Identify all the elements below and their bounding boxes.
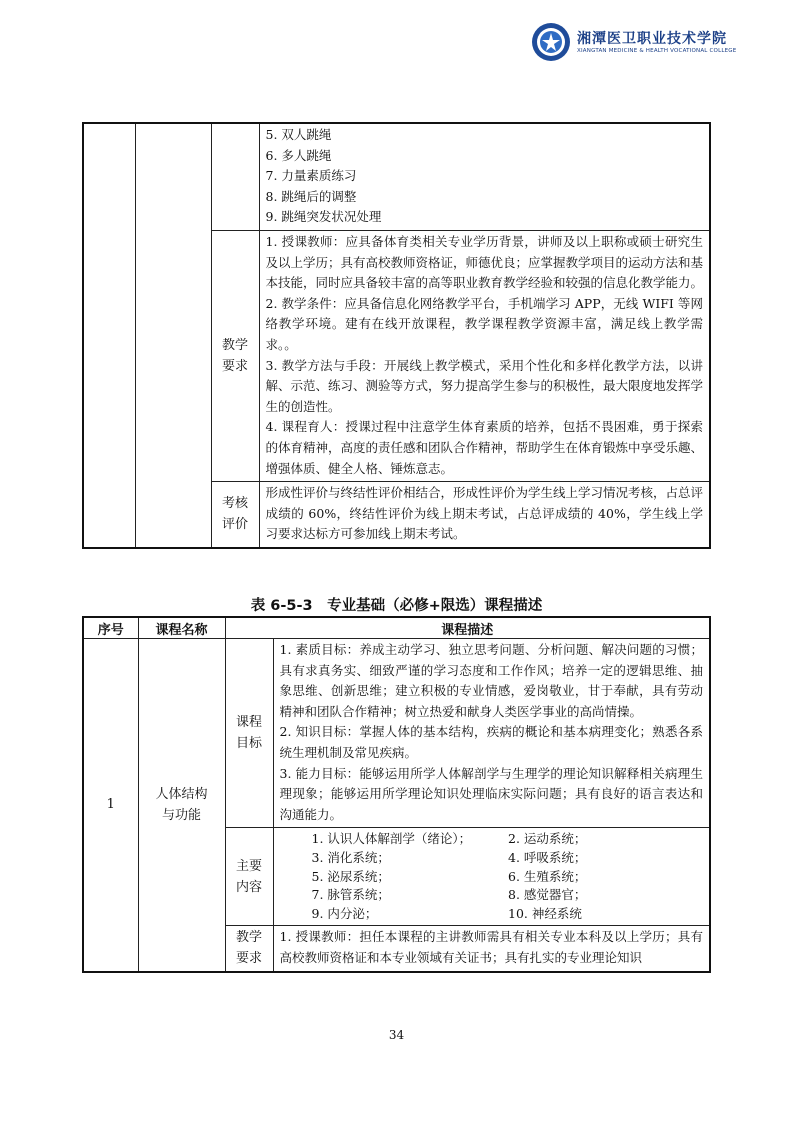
table-caption: 表 6-5-3 专业基础（必修+限选）课程描述 [250, 598, 543, 614]
list-item: 3. 消化系统； [311, 849, 390, 865]
list-item: 9. 内分泌； [311, 905, 378, 921]
table-cell-empty [83, 123, 135, 548]
list-item: 4. 呼吸系统； [508, 849, 587, 865]
page-number: 34 [388, 1028, 405, 1042]
list-item: 8. 跳绳后的调整 [265, 188, 357, 204]
paragraph: 3. 教学方法与手段：开展线上教学模式，采用个性化和多样化教学方法，以讲解、示范、练习、测验等方式，努力提高学生参与的积极性，最大限度地发挥学生的创造性。 [265, 357, 704, 414]
list-item: 5. 泌尿系统； [311, 868, 390, 884]
list-item: 6. 生殖系统； [508, 868, 587, 884]
list-item: 10. 神经系统 [508, 905, 582, 921]
continued-course-table [82, 122, 711, 549]
col-header-description: 课程描述 [225, 617, 710, 639]
col-header-course: 课程名称 [138, 617, 225, 639]
paragraph: 2. 教学条件：应具备信息化网络教学平台，手机端学习 APP，无线 WIFI 等网络教学环境。建有在线开放课程，教学课程教学资源丰富，满足线上教学需求。。 [265, 295, 703, 352]
content-label: 主要 内容 [225, 828, 273, 926]
college-name-en: XIANGTAN MEDICINE & HEALTH VOCATIONAL COLLEGE [577, 48, 737, 54]
req-cell [273, 926, 710, 972]
col-header-no: 序号 [83, 617, 138, 639]
paragraph: 4. 课程育人：授课过程中注意学生体育素质的培养，包括不畏困难，勇于探索的体育精神，高度的责任感和团队合作精神，帮助学生在体育锻炼中享受乐趣、增强体质、健全人格、锤炼意志。 [265, 419, 704, 476]
goals-cell [273, 639, 710, 828]
paragraph: 3. 能力目标：能够运用所学人体解剖学与生理学的理论知识解释相关病理生理现象；能够运用所学理论知识处理临床实际问题；具有良好的语言表达和沟通能力。 [279, 765, 703, 822]
table-cell-empty [211, 123, 259, 230]
paragraph: 1. 授课教师：应具备体育类相关专业学历背景，讲师及以上职称或硕士研究生及以上学历；具有高校教师资格证，师德优良；应掌握教学项目的运动方法和基本技能，同时应具备较丰富的高等职业教育教学经验和较强的信息化教学能力。 [265, 233, 704, 291]
table-cell-empty [135, 123, 211, 548]
college-header [531, 18, 737, 66]
paragraph: 1. 素质目标：养成主动学习、独立思考问题、分析问题、解决问题的习惯；具有求真务实、细致严谨的学习态度和工作作风；培养一定的逻辑思维、抽象思维、创新思维；建立积极的专业情感，爱岗敬业，甘于奉献，具有劳动精神和团队合作精神；树立热爱和献身人类医学事业的高尚情操。 [279, 642, 703, 719]
list-item: 1. 认识人体解剖学（绪论）； [311, 831, 472, 847]
college-name-cn: 湘潭医卫职业技术学院 [577, 31, 727, 47]
contents-grid [274, 830, 710, 923]
course-description-table [82, 616, 711, 973]
goal-label: 课程 目标 [225, 639, 273, 828]
req-label: 教学 要求 [225, 926, 273, 972]
list-item: 5. 双人跳绳 [265, 127, 332, 142]
list-item: 2. 运动系统； [508, 831, 587, 847]
list-item: 9. 跳绳突发状况处理 [265, 209, 382, 225]
paragraph: 1. 授课教师：担任本课程的主讲教师需具有相关专业本科及以上学历；具有高校教师资格证和本专业领域有关证书；具有扎实的专业理论知识 [279, 929, 703, 965]
table-row [83, 123, 710, 230]
course-name: 人体结构 与功能 [138, 639, 225, 972]
list-item: 7. 力量素质练习 [265, 168, 357, 184]
assessment-label: 考核 评价 [211, 482, 259, 548]
paragraph: 形成性评价与终结性评价相结合，形成性评价为学生线上学习情况考核，占总评成绩的 60%，终结性评价为线上期末考试，占总评成绩的 40%，学生线上学习要求达标方可参加线上期末考试。 [265, 485, 704, 542]
row-number: 1 [83, 639, 138, 972]
table-header-row [83, 617, 710, 639]
paragraph: 2. 知识目标：掌握人体的基本结构，疾病的概论和基本病理变化；熟悉各系统生理机制及常见疾病。 [279, 724, 703, 760]
list-item: 8. 感觉器官； [508, 887, 587, 903]
list-item: 6. 多人跳绳 [265, 147, 332, 163]
teaching-req-label: 教学 要求 [211, 230, 259, 481]
content-items-cell [259, 123, 710, 230]
teaching-req-cell [259, 230, 710, 481]
table-row [83, 639, 710, 828]
assessment-cell [259, 482, 710, 548]
contents-cell [273, 828, 710, 926]
list-item: 7. 脉管系统； [311, 887, 390, 903]
college-emblem-icon [531, 22, 571, 62]
